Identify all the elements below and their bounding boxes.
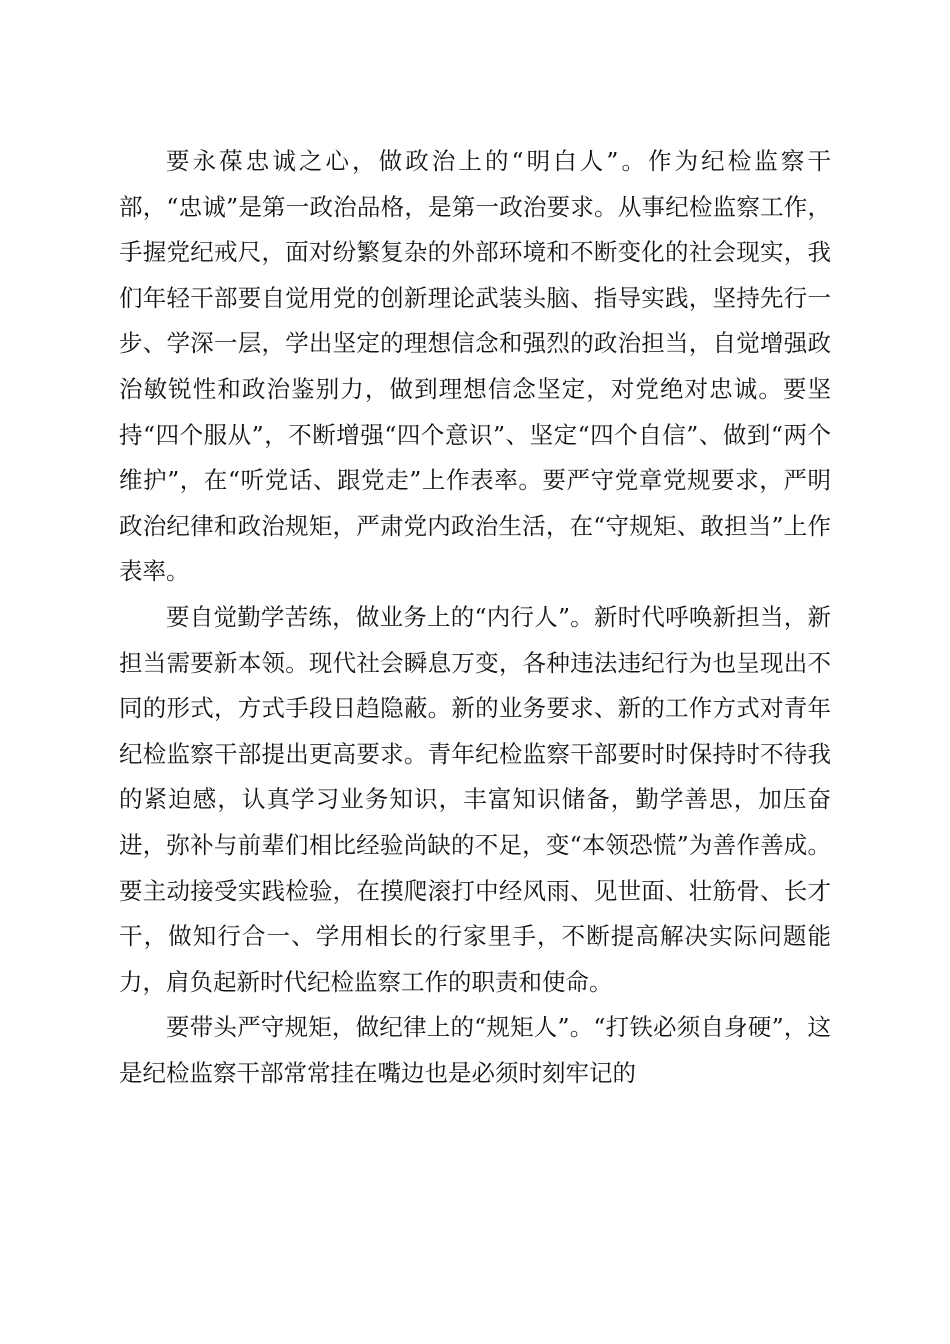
paragraph-loyalty: 要永葆忠诚之心，做政治上的“明白人”。作为纪检监察干部，“忠诚”是第一政治品格，是第一政治要求。从事纪检监察工作，手握党纪戒尺，面对纷繁复杂的外部环境和不断变化的社会现实，我们年轻干部要自觉用党的创新理论武装头脑、指导实践，坚持先行一步、学深一层，学出坚定的理想信念和强烈的政治担当，自觉增强政治敏锐性和政治鉴别力，做到理想信念坚定，对党绝对忠诚。要坚持“四个服从”，不断增强“四个意识”、坚定“四个自信”、做到“两个维护”，在“听党话、跟党走”上作表率。要严守党章党规要求，严明政治纪律和政治规矩，严肃党内政治生活，在“守规矩、敢担当”上作表率。 bbox=[119, 147, 831, 586]
body-text bbox=[119, 139, 831, 1096]
paragraph-expertise: 要自觉勤学苦练，做业务上的“内行人”。新时代呼唤新担当，新担当需要新本领。现代社会瞬息万变，各种违法违纪行为也呈现出不同的形式，方式手段日趋隐蔽。新的业务要求、新的工作方式对青年纪检监察干部提出更高要求。青年纪检监察干部要时时保持时不待我的紧迫感，认真学习业务知识，丰富知识储备，勤学善思，加压奋进，弥补与前辈们相比经验尚缺的不足，变“本领恐慌”为善作善成。要主动接受实践检验，在摸爬滚打中经风雨、见世面、壮筋骨、长才干，做知行合一、学用相长的行家里手，不断提高解决实际问题能力，肩负起新时代纪检监察工作的职责和使命。 bbox=[119, 602, 831, 996]
paragraph-discipline: 要带头严守规矩，做纪律上的“规矩人”。“打铁必须自身硬”，这是纪检监察干部常常挂在嘴边也是必须时刻牢记的 bbox=[119, 1013, 831, 1087]
